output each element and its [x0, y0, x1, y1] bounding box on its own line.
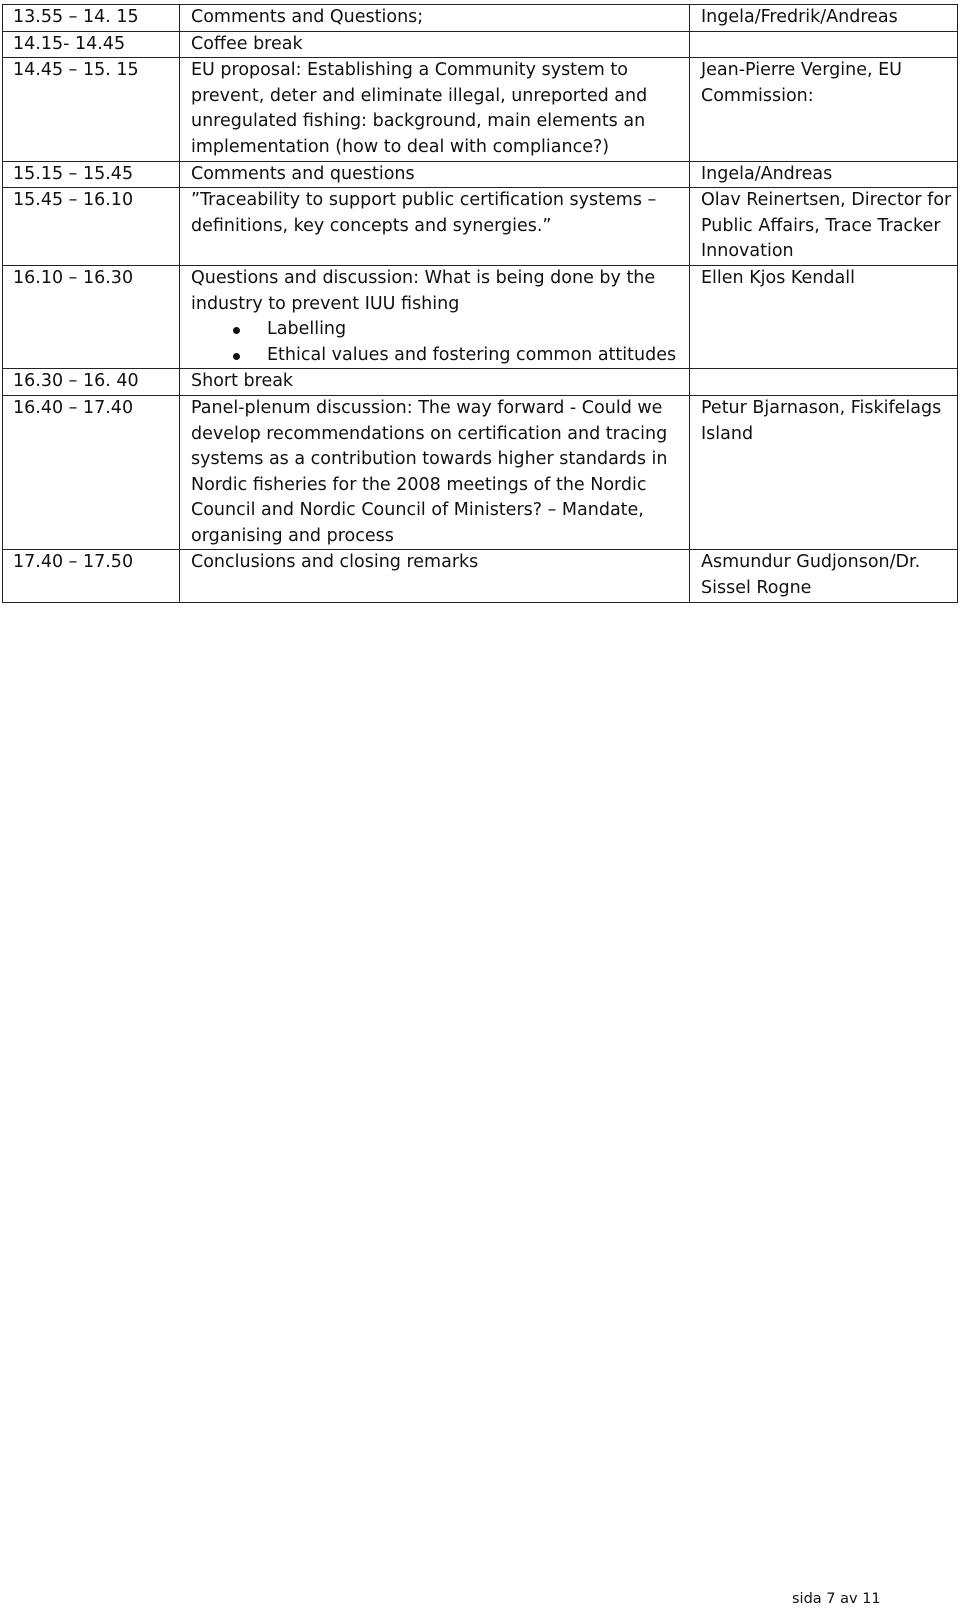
table-row: [3, 395, 958, 550]
topic-cell: ”Traceability to support public certification systems – definitions, key concepts and synergies.”: [180, 188, 690, 266]
table-row: [3, 550, 958, 602]
time-cell: 15.15 – 15.45: [3, 161, 180, 188]
agenda-table: [2, 4, 958, 603]
speaker-cell: Ingela/Andreas: [690, 161, 958, 188]
topic-cell: Short break: [180, 369, 690, 396]
speaker-cell: Jean-Pierre Vergine, EU Commission:: [690, 58, 958, 161]
topic-cell: Comments and Questions;: [180, 5, 690, 32]
table-row: [3, 369, 958, 396]
page-number: sida 7 av 11: [792, 1591, 881, 1607]
topic-cell: EU proposal: Establishing a Community system to prevent, deter and eliminate illegal, unreported and unregulated fishing: background, main elements an implementation (how to deal with compliance?): [180, 58, 690, 161]
topic-cell: Coffee break: [180, 31, 690, 58]
time-cell: 16.30 – 16. 40: [3, 369, 180, 396]
time-cell: 17.40 – 17.50: [3, 550, 180, 602]
list-item: Labelling: [191, 317, 685, 343]
table-row: [3, 188, 958, 266]
time-cell: 16.40 – 17.40: [3, 395, 180, 550]
table-row: [3, 31, 958, 58]
speaker-cell: [690, 369, 958, 396]
table-row: [3, 58, 958, 161]
speaker-cell: Ellen Kjos Kendall: [690, 265, 958, 368]
table-row: [3, 265, 958, 368]
time-cell: 16.10 – 16.30: [3, 265, 180, 368]
table-row: [3, 5, 958, 32]
speaker-cell: Olav Reinertsen, Director for Public Affairs, Trace Tracker Innovation: [690, 188, 958, 266]
topic-cell: Conclusions and closing remarks: [180, 550, 690, 602]
speaker-cell: Petur Bjarnason, Fiskifelags Island: [690, 395, 958, 550]
time-cell: 14.45 – 15. 15: [3, 58, 180, 161]
topic-cell: [180, 265, 690, 368]
speaker-cell: Asmundur Gudjonson/Dr. Sissel Rogne: [690, 550, 958, 602]
topic-cell: Panel-plenum discussion: The way forward - Could we develop recommendations on certification and tracing systems as a contribution towards higher standards in Nordic fisheries for the 2008 meetings of the Nordic Council and Nordic Council of Ministers? – Mandate, organising and process: [180, 395, 690, 550]
time-cell: 13.55 – 14. 15: [3, 5, 180, 32]
time-cell: 14.15- 14.45: [3, 31, 180, 58]
bullet-list: [191, 317, 685, 368]
topic-cell: Comments and questions: [180, 161, 690, 188]
list-item: Ethical values and fostering common attitudes: [191, 343, 685, 369]
speaker-cell: [690, 31, 958, 58]
time-cell: 15.45 – 16.10: [3, 188, 180, 266]
topic-text: Questions and discussion: What is being done by the industry to prevent IUU fishing: [191, 267, 656, 314]
speaker-cell: Ingela/Fredrik/Andreas: [690, 5, 958, 32]
table-row: [3, 161, 958, 188]
